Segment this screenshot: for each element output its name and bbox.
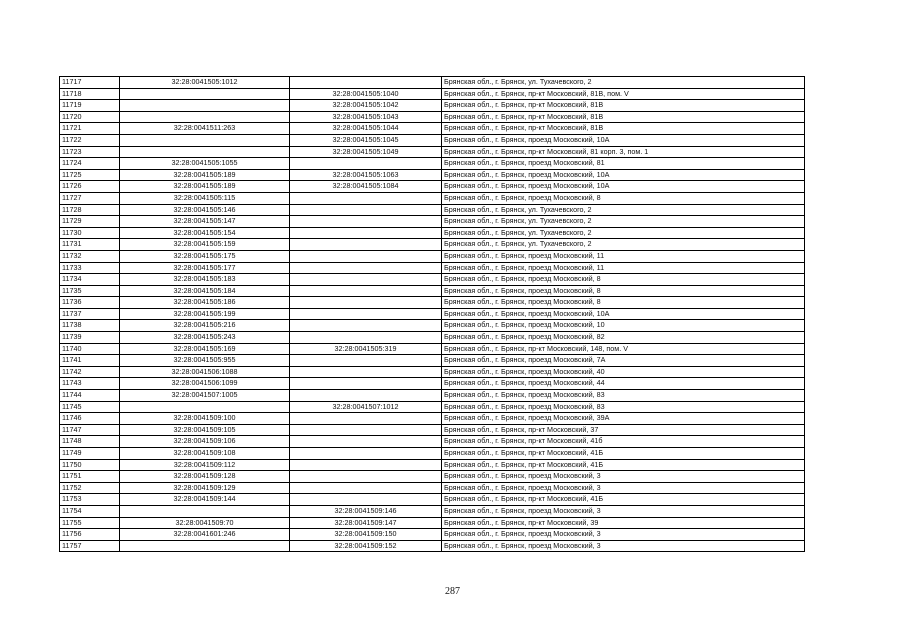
address-cell: Брянская обл., г. Брянск, проезд Московский, 10 [442,320,805,332]
table-row [60,111,805,123]
land-cadastral-number-cell: 32:28:0041505:175 [120,250,290,262]
address-cell: Брянская обл., г. Брянск, пр-кт Московский, 148, пом. V [442,343,805,355]
table-row [60,540,805,552]
row-number-cell: 11717 [60,77,120,89]
row-number-cell: 11736 [60,297,120,309]
land-cadastral-number-cell [120,100,290,112]
row-number-cell: 11728 [60,204,120,216]
land-cadastral-number-cell: 32:28:0041509:106 [120,436,290,448]
address-cell: Брянская обл., г. Брянск, ул. Тухачевского, 2 [442,227,805,239]
row-number-cell: 11730 [60,227,120,239]
object-cadastral-number-cell: 32:28:0041505:319 [290,343,442,355]
land-cadastral-number-cell: 32:28:0041505:189 [120,169,290,181]
address-cell: Брянская обл., г. Брянск, проезд Московский, 11 [442,250,805,262]
row-number-cell: 11739 [60,332,120,344]
row-number-cell: 11733 [60,262,120,274]
object-cadastral-number-cell: 32:28:0041505:1043 [290,111,442,123]
table-row [60,274,805,286]
row-number-cell: 11756 [60,529,120,541]
row-number-cell: 11742 [60,366,120,378]
table-row [60,297,805,309]
row-number-cell: 11731 [60,239,120,251]
address-cell: Брянская обл., г. Брянск, пр-кт Московский, 81В [442,111,805,123]
table-row [60,529,805,541]
row-number-cell: 11743 [60,378,120,390]
table-row [60,227,805,239]
address-cell: Брянская обл., г. Брянск, ул. Тухачевского, 2 [442,239,805,251]
row-number-cell: 11720 [60,111,120,123]
address-cell: Брянская обл., г. Брянск, пр-кт Московский, 81В [442,100,805,112]
object-cadastral-number-cell [290,378,442,390]
object-cadastral-number-cell [290,459,442,471]
row-number-cell: 11735 [60,285,120,297]
address-cell: Брянская обл., г. Брянск, пр-кт Московский, 81В [442,123,805,135]
land-cadastral-number-cell: 32:28:0041505:115 [120,192,290,204]
address-cell: Брянская обл., г. Брянск, проезд Московский, 3 [442,529,805,541]
row-number-cell: 11745 [60,401,120,413]
land-cadastral-number-cell: 32:28:0041505:177 [120,262,290,274]
table-row [60,332,805,344]
row-number-cell: 11737 [60,308,120,320]
address-cell: Брянская обл., г. Брянск, пр-кт Московский, 41Б [442,459,805,471]
land-cadastral-number-cell [120,505,290,517]
row-number-cell: 11752 [60,482,120,494]
address-cell: Брянская обл., г. Брянск, проезд Московский, 10А [442,181,805,193]
object-cadastral-number-cell [290,355,442,367]
land-cadastral-number-cell: 32:28:0041505:1055 [120,158,290,170]
row-number-cell: 11721 [60,123,120,135]
object-cadastral-number-cell [290,239,442,251]
table-row [60,285,805,297]
table-row [60,100,805,112]
address-cell: Брянская обл., г. Брянск, проезд Московский, 3 [442,505,805,517]
land-cadastral-number-cell: 32:28:0041505:189 [120,181,290,193]
row-number-cell: 11746 [60,413,120,425]
object-cadastral-number-cell: 32:28:0041505:1049 [290,146,442,158]
address-cell: Брянская обл., г. Брянск, проезд Московский, 8 [442,297,805,309]
object-cadastral-number-cell [290,424,442,436]
land-cadastral-number-cell: 32:28:0041505:159 [120,239,290,251]
address-cell: Брянская обл., г. Брянск, пр-кт Московский, 81В, пом. V [442,88,805,100]
table-row [60,355,805,367]
table-row [60,424,805,436]
object-cadastral-number-cell: 32:28:0041505:1084 [290,181,442,193]
object-cadastral-number-cell: 32:28:0041505:1044 [290,123,442,135]
object-cadastral-number-cell [290,494,442,506]
land-cadastral-number-cell: 32:28:0041509:129 [120,482,290,494]
object-cadastral-number-cell: 32:28:0041505:1063 [290,169,442,181]
address-cell: Брянская обл., г. Брянск, пр-кт Московский, 37 [442,424,805,436]
row-number-cell: 11725 [60,169,120,181]
table-row [60,413,805,425]
row-number-cell: 11719 [60,100,120,112]
row-number-cell: 11741 [60,355,120,367]
object-cadastral-number-cell [290,390,442,402]
land-cadastral-number-cell: 32:28:0041505:184 [120,285,290,297]
row-number-cell: 11754 [60,505,120,517]
table-row [60,158,805,170]
table-row [60,448,805,460]
address-cell: Брянская обл., г. Брянск, пр-кт Московский, 81 корп. 3, пом. 1 [442,146,805,158]
table-row [60,204,805,216]
address-cell: Брянская обл., г. Брянск, пр-кт Московский, 39 [442,517,805,529]
row-number-cell: 11732 [60,250,120,262]
land-cadastral-number-cell [120,401,290,413]
row-number-cell: 11748 [60,436,120,448]
land-cadastral-number-cell [120,88,290,100]
land-cadastral-number-cell: 32:28:0041601:246 [120,529,290,541]
table-row [60,482,805,494]
row-number-cell: 11734 [60,274,120,286]
table-row [60,505,805,517]
address-cell: Брянская обл., г. Брянск, проезд Московский, 3 [442,471,805,483]
land-cadastral-number-cell: 32:28:0041506:1088 [120,366,290,378]
row-number-cell: 11740 [60,343,120,355]
row-number-cell: 11750 [60,459,120,471]
address-cell: Брянская обл., г. Брянск, проезд Московский, 3 [442,482,805,494]
object-cadastral-number-cell [290,285,442,297]
row-number-cell: 11755 [60,517,120,529]
table-row [60,401,805,413]
object-cadastral-number-cell [290,448,442,460]
row-number-cell: 11726 [60,181,120,193]
row-number-cell: 11738 [60,320,120,332]
row-number-cell: 11718 [60,88,120,100]
row-number-cell: 11729 [60,216,120,228]
land-cadastral-number-cell [120,540,290,552]
object-cadastral-number-cell [290,158,442,170]
table-row [60,192,805,204]
land-cadastral-number-cell: 32:28:0041507:1005 [120,390,290,402]
table-row [60,134,805,146]
address-cell: Брянская обл., г. Брянск, проезд Московский, 11 [442,262,805,274]
object-cadastral-number-cell: 32:28:0041505:1045 [290,134,442,146]
address-cell: Брянская обл., г. Брянск, проезд Московский, 3 [442,540,805,552]
address-cell: Брянская обл., г. Брянск, пр-кт Московский, 41б [442,436,805,448]
object-cadastral-number-cell [290,436,442,448]
object-cadastral-number-cell [290,77,442,89]
table-row [60,216,805,228]
table-row [60,471,805,483]
table-row [60,436,805,448]
land-cadastral-number-cell: 32:28:0041505:1012 [120,77,290,89]
object-cadastral-number-cell: 32:28:0041509:152 [290,540,442,552]
land-cadastral-number-cell: 32:28:0041509:128 [120,471,290,483]
row-number-cell: 11749 [60,448,120,460]
table-row [60,262,805,274]
land-cadastral-number-cell: 32:28:0041505:147 [120,216,290,228]
land-cadastral-number-cell: 32:28:0041509:100 [120,413,290,425]
land-cadastral-number-cell: 32:28:0041505:183 [120,274,290,286]
land-cadastral-number-cell: 32:28:0041505:199 [120,308,290,320]
table-row [60,343,805,355]
object-cadastral-number-cell: 32:28:0041507:1012 [290,401,442,413]
object-cadastral-number-cell [290,204,442,216]
address-cell: Брянская обл., г. Брянск, проезд Московский, 83 [442,390,805,402]
cadastral-table [59,76,805,552]
address-cell: Брянская обл., г. Брянск, ул. Тухачевского, 2 [442,77,805,89]
object-cadastral-number-cell [290,262,442,274]
land-cadastral-number-cell: 32:28:0041505:243 [120,332,290,344]
object-cadastral-number-cell [290,308,442,320]
table-row [60,308,805,320]
address-cell: Брянская обл., г. Брянск, проезд Московский, 83 [442,401,805,413]
table-row [60,517,805,529]
row-number-cell: 11722 [60,134,120,146]
object-cadastral-number-cell [290,227,442,239]
object-cadastral-number-cell [290,274,442,286]
table-body [60,77,805,552]
address-cell: Брянская обл., г. Брянск, проезд Московский, 8 [442,274,805,286]
object-cadastral-number-cell [290,332,442,344]
object-cadastral-number-cell [290,250,442,262]
land-cadastral-number-cell: 32:28:0041509:108 [120,448,290,460]
row-number-cell: 11751 [60,471,120,483]
object-cadastral-number-cell [290,482,442,494]
object-cadastral-number-cell: 32:28:0041505:1042 [290,100,442,112]
table-row [60,320,805,332]
land-cadastral-number-cell: 32:28:0041509:112 [120,459,290,471]
address-cell: Брянская обл., г. Брянск, проезд Московский, 44 [442,378,805,390]
address-cell: Брянская обл., г. Брянск, ул. Тухачевского, 2 [442,216,805,228]
address-cell: Брянская обл., г. Брянск, проезд Московский, 7А [442,355,805,367]
object-cadastral-number-cell: 32:28:0041509:150 [290,529,442,541]
table-row [60,459,805,471]
table-row [60,390,805,402]
land-cadastral-number-cell [120,134,290,146]
row-number-cell: 11727 [60,192,120,204]
object-cadastral-number-cell [290,320,442,332]
land-cadastral-number-cell: 32:28:0041505:146 [120,204,290,216]
address-cell: Брянская обл., г. Брянск, проезд Московский, 81 [442,158,805,170]
land-cadastral-number-cell: 32:28:0041505:186 [120,297,290,309]
table-row [60,181,805,193]
object-cadastral-number-cell [290,297,442,309]
row-number-cell: 11757 [60,540,120,552]
address-cell: Брянская обл., г. Брянск, проезд Московский, 10А [442,134,805,146]
table-row [60,366,805,378]
land-cadastral-number-cell: 32:28:0041506:1099 [120,378,290,390]
object-cadastral-number-cell: 32:28:0041509:147 [290,517,442,529]
address-cell: Брянская обл., г. Брянск, пр-кт Московский, 41Б [442,494,805,506]
land-cadastral-number-cell [120,111,290,123]
object-cadastral-number-cell [290,413,442,425]
land-cadastral-number-cell: 32:28:0041505:216 [120,320,290,332]
table-row [60,378,805,390]
table-row [60,123,805,135]
land-cadastral-number-cell: 32:28:0041509:144 [120,494,290,506]
row-number-cell: 11744 [60,390,120,402]
land-cadastral-number-cell: 32:28:0041509:70 [120,517,290,529]
address-cell: Брянская обл., г. Брянск, проезд Московский, 8 [442,285,805,297]
address-cell: Брянская обл., г. Брянск, проезд Московский, 10А [442,169,805,181]
address-cell: Брянская обл., г. Брянск, пр-кт Московский, 41Б [442,448,805,460]
land-cadastral-number-cell [120,146,290,158]
object-cadastral-number-cell: 32:28:0041509:146 [290,505,442,517]
address-cell: Брянская обл., г. Брянск, проезд Московский, 39А [442,413,805,425]
page-number: 287 [445,586,460,597]
object-cadastral-number-cell [290,216,442,228]
land-cadastral-number-cell: 32:28:0041505:154 [120,227,290,239]
row-number-cell: 11753 [60,494,120,506]
land-cadastral-number-cell: 32:28:0041511:263 [120,123,290,135]
address-cell: Брянская обл., г. Брянск, проезд Московский, 40 [442,366,805,378]
land-cadastral-number-cell: 32:28:0041509:105 [120,424,290,436]
object-cadastral-number-cell [290,366,442,378]
table-row [60,146,805,158]
address-cell: Брянская обл., г. Брянск, проезд Московский, 82 [442,332,805,344]
table-row [60,494,805,506]
address-cell: Брянская обл., г. Брянск, ул. Тухачевского, 2 [442,204,805,216]
table-row [60,169,805,181]
table-row [60,88,805,100]
table-row [60,250,805,262]
object-cadastral-number-cell [290,192,442,204]
row-number-cell: 11723 [60,146,120,158]
row-number-cell: 11724 [60,158,120,170]
land-cadastral-number-cell: 32:28:0041505:169 [120,343,290,355]
object-cadastral-number-cell: 32:28:0041505:1040 [290,88,442,100]
table-row [60,77,805,89]
object-cadastral-number-cell [290,471,442,483]
table-row [60,239,805,251]
land-cadastral-number-cell: 32:28:0041505:955 [120,355,290,367]
address-cell: Брянская обл., г. Брянск, проезд Московский, 10А [442,308,805,320]
address-cell: Брянская обл., г. Брянск, проезд Московский, 8 [442,192,805,204]
row-number-cell: 11747 [60,424,120,436]
